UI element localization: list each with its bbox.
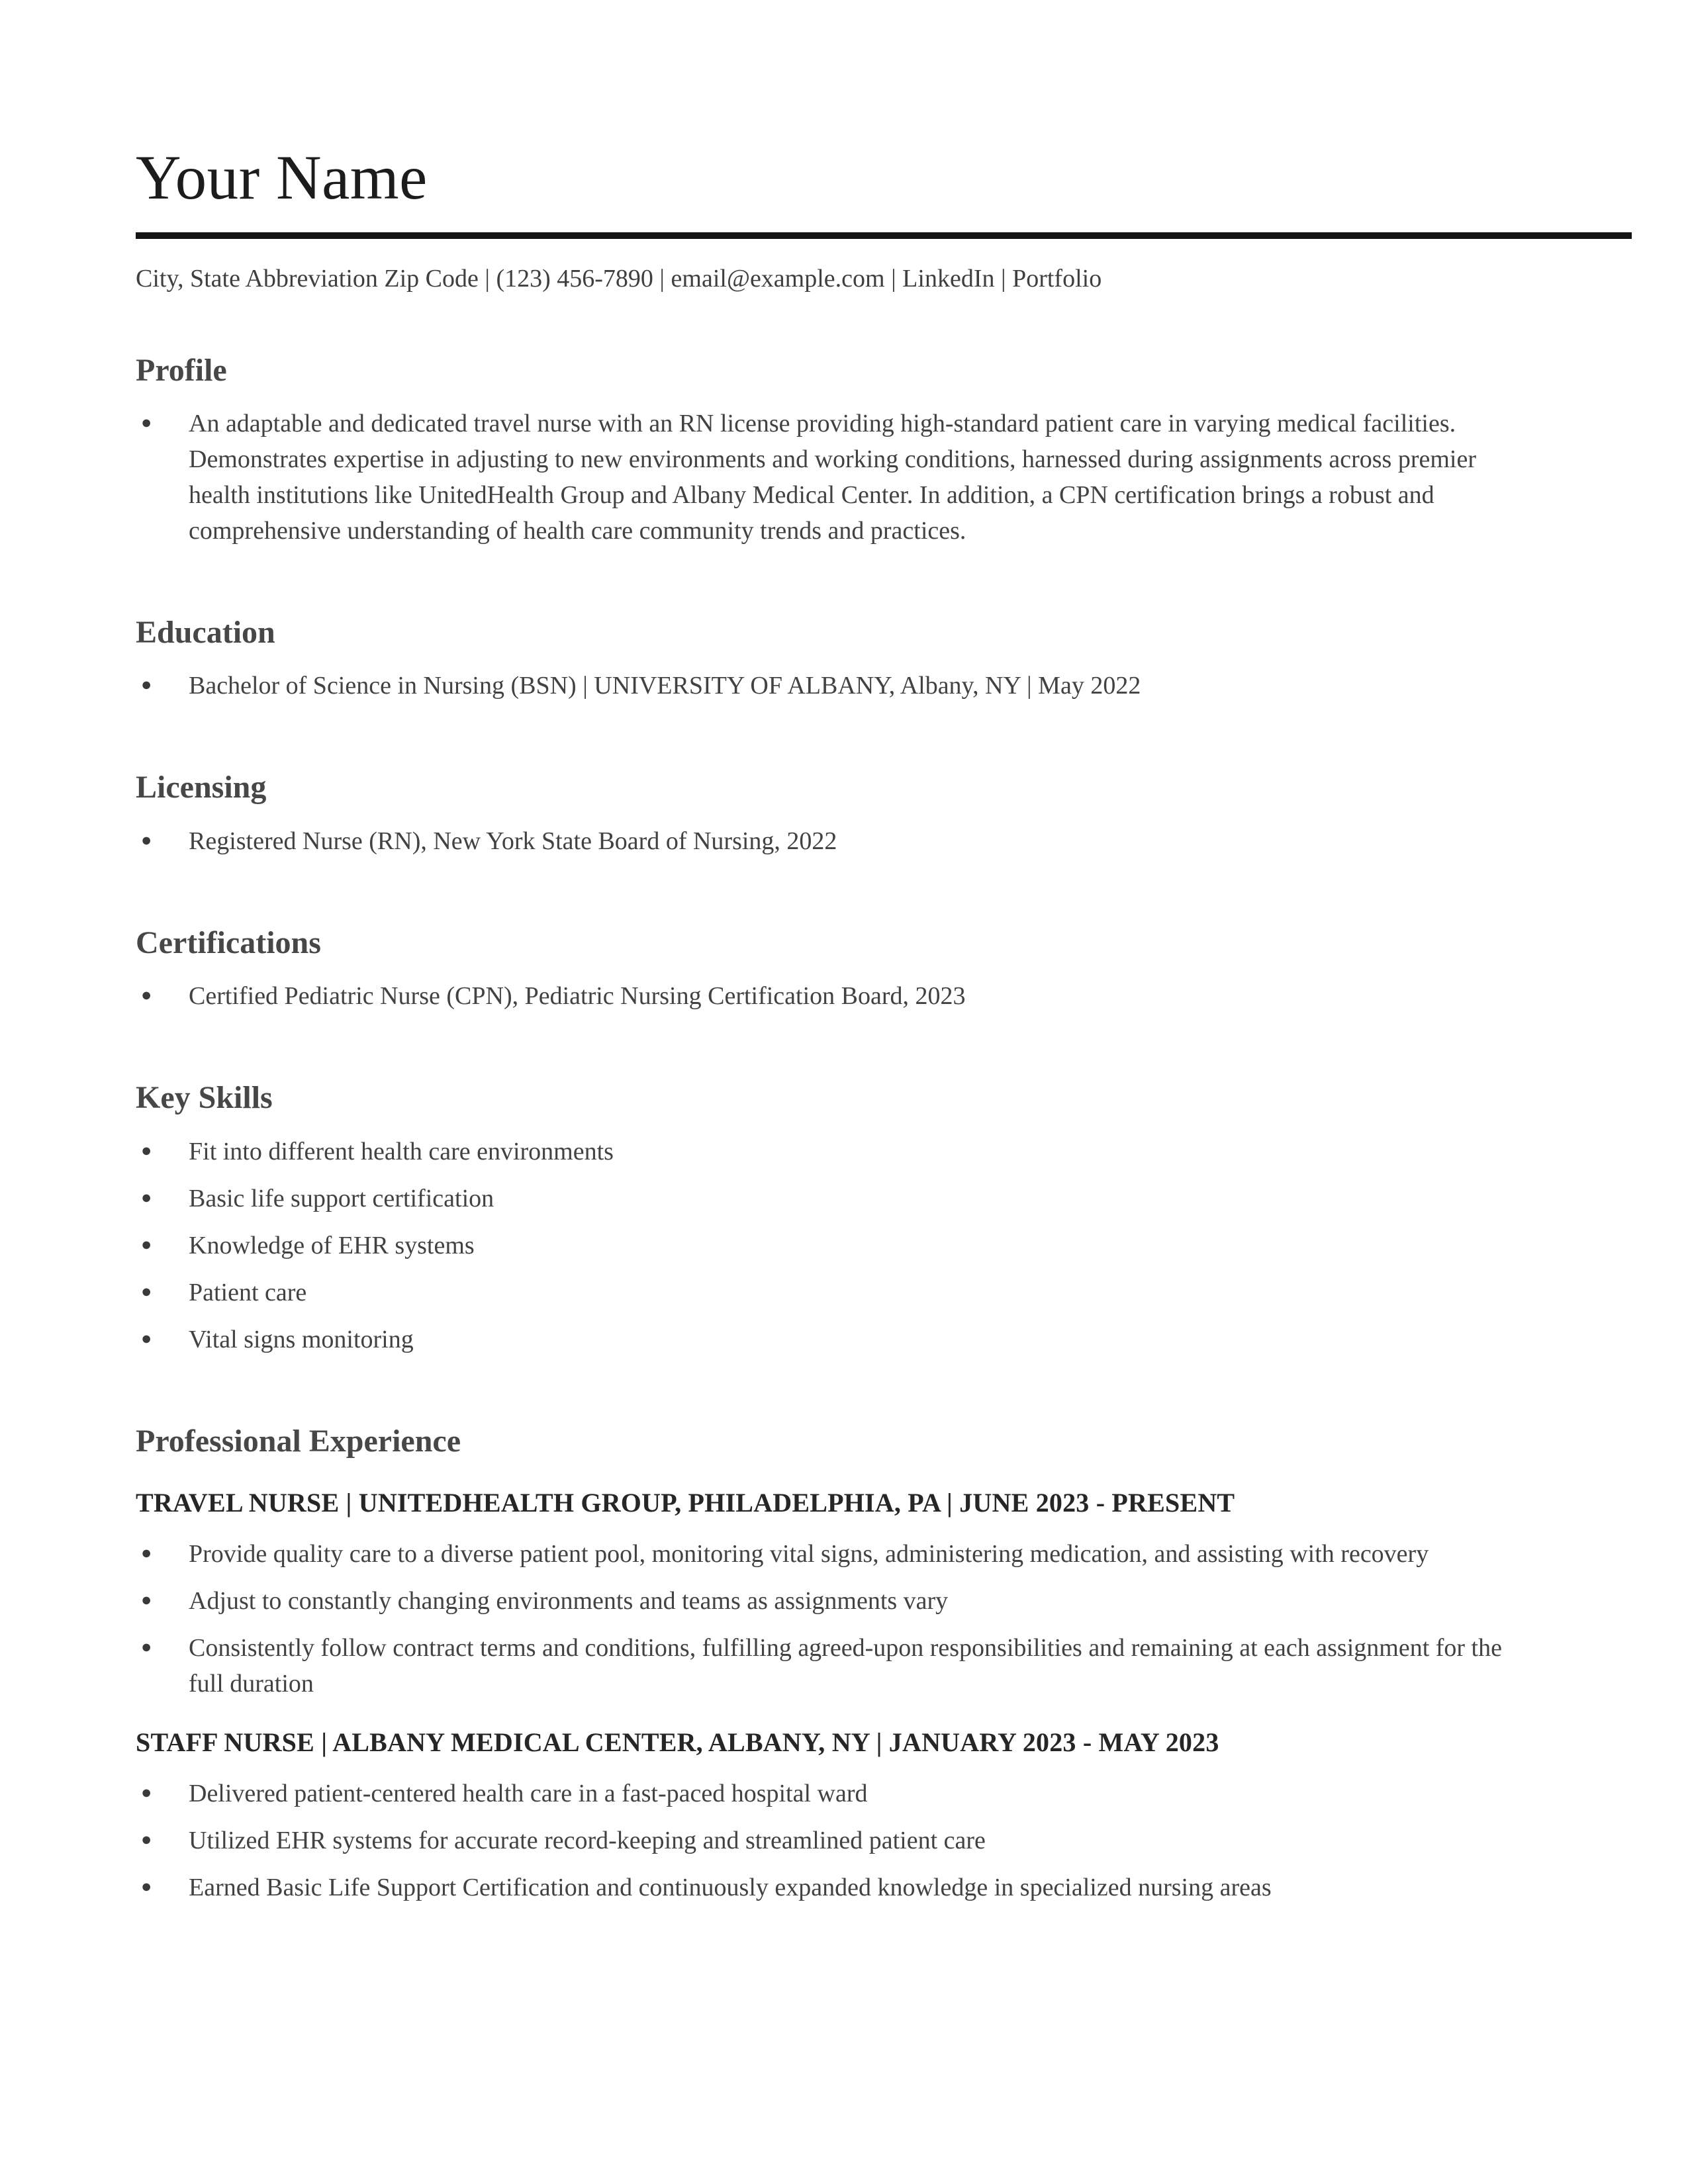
bullet-text: Fit into different health care environments [189, 1137, 614, 1165]
bullet-text: Provide quality care to a diverse patient pool, monitoring vital signs, administering medication, and assisting with recovery [189, 1539, 1429, 1568]
section-title-education: Education [136, 614, 275, 650]
section-profile [136, 350, 1632, 549]
section-title-profile: Profile [136, 352, 227, 388]
profile-bullet-list [136, 406, 1632, 549]
bullet-icon: ● [141, 1187, 152, 1207]
list-item [136, 406, 1526, 549]
bullet-icon: ● [141, 1876, 152, 1896]
education-bullet-list [136, 668, 1632, 704]
job-entry-travel-nurse [136, 1486, 1632, 1702]
resume-header [136, 142, 1632, 297]
list-item [136, 978, 1526, 1014]
bullet-icon: ● [141, 1829, 152, 1849]
bullet-text: Consistently follow contract terms and conditions, fulfilling agreed-upon responsibilities and remaining at each assignment for the full duration [189, 1633, 1502, 1698]
section-title-licensing: Licensing [136, 770, 267, 805]
list-item [136, 823, 1526, 859]
job-heading: TRAVEL NURSE | UNITEDHEALTH GROUP, PHILADELPHIA, PA | JUNE 2023 - PRESENT [136, 1487, 1235, 1518]
certifications-bullet-list [136, 978, 1632, 1014]
job-heading: STAFF NURSE | ALBANY MEDICAL CENTER, ALBANY, NY | JANUARY 2023 - MAY 2023 [136, 1727, 1219, 1757]
bullet-icon: ● [141, 1281, 152, 1301]
section-key-skills [136, 1077, 1632, 1357]
key-skills-bullet-list [136, 1134, 1632, 1357]
list-item [136, 1228, 1526, 1263]
name-heading: Your Name [136, 142, 428, 212]
bullet-icon: ● [141, 1234, 152, 1254]
list-item [136, 1134, 1526, 1169]
bullet-icon: ● [141, 674, 152, 695]
list-item [136, 1275, 1526, 1310]
bullet-text: Knowledge of EHR systems [189, 1231, 475, 1259]
list-item [136, 1583, 1526, 1619]
list-item [136, 1536, 1526, 1572]
section-certifications [136, 923, 1632, 1014]
section-education [136, 612, 1632, 704]
bullet-text: An adaptable and dedicated travel nurse with an RN license providing high-standard patient care in varying medical facilities. Demonstrates expertise in adjusting to new environments and working conditions, harnessed during assignments across premier health institutions like UnitedHealth Group and Albany Medical Center. In addition, a CPN certification brings a robust and comprehensive understanding of health care community trends and practices. [189, 409, 1476, 545]
licensing-bullet-list [136, 823, 1632, 859]
list-item [136, 1322, 1526, 1357]
section-title-key-skills: Key Skills [136, 1080, 273, 1116]
list-item [136, 668, 1526, 704]
section-licensing [136, 767, 1632, 858]
list-item [136, 1870, 1526, 1905]
list-item [136, 1181, 1526, 1216]
job-bullet-list [136, 1536, 1632, 1702]
bullet-text: Patient care [189, 1278, 307, 1306]
list-item [136, 1630, 1526, 1702]
bullet-icon: ● [141, 985, 152, 1005]
bullet-text: Vital signs monitoring [189, 1325, 414, 1353]
bullet-icon: ● [141, 1636, 152, 1657]
header-divider [136, 232, 1632, 239]
bullet-icon: ● [141, 829, 152, 850]
bullet-text: Bachelor of Science in Nursing (BSN) | UNIVERSITY OF ALBANY, Albany, NY | May 2022 [189, 672, 1141, 700]
bullet-icon: ● [141, 1328, 152, 1348]
section-title-certifications: Certifications [136, 925, 321, 960]
list-item [136, 1823, 1526, 1858]
bullet-text: Utilized EHR systems for accurate record-keeping and streamlined patient care [189, 1826, 986, 1854]
contact-line: City, State Abbreviation Zip Code | (123) 456-7890 | email@example.com | LinkedIn | Portfolio [136, 265, 1102, 293]
bullet-text: Registered Nurse (RN), New York State Board of Nursing, 2022 [189, 827, 837, 855]
bullet-text: Adjust to constantly changing environments and teams as assignments vary [189, 1586, 949, 1615]
bullet-icon: ● [141, 412, 152, 432]
bullet-icon: ● [141, 1589, 152, 1610]
bullet-icon: ● [141, 1542, 152, 1563]
bullet-icon: ● [141, 1140, 152, 1160]
bullet-text: Certified Pediatric Nurse (CPN), Pediatric Nursing Certification Board, 2023 [189, 982, 966, 1011]
list-item [136, 1776, 1526, 1811]
bullet-icon: ● [141, 1782, 152, 1802]
job-entry-staff-nurse [136, 1725, 1632, 1905]
section-title-professional-experience: Professional Experience [136, 1423, 461, 1459]
bullet-text: Delivered patient-centered health care in a fast-paced hospital ward [189, 1779, 868, 1807]
bullet-text: Basic life support certification [189, 1184, 494, 1212]
bullet-text: Earned Basic Life Support Certification and continuously expanded knowledge in specialized nursing areas [189, 1873, 1272, 1901]
job-bullet-list [136, 1776, 1632, 1905]
section-professional-experience [136, 1421, 1632, 1905]
